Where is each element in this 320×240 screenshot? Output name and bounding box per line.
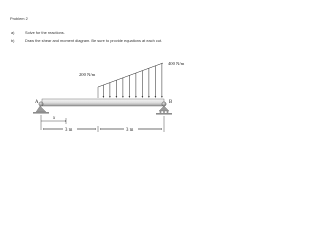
item-a-marker: a)	[11, 30, 15, 35]
item-b-text: Draw the shear and moment diagram. Be sure to provide equations at each cut.	[25, 38, 163, 43]
problem-title: Problem 2	[10, 16, 28, 21]
load-left-label: 200 N/m	[79, 72, 96, 77]
span-left-label: 3 m	[65, 128, 73, 133]
load-right-label: 400 N/m	[168, 61, 185, 66]
support-b-label: B	[169, 100, 173, 105]
distributed-load-arrows	[103, 63, 161, 97]
beam	[42, 99, 164, 106]
cut-x-label: x	[53, 116, 56, 121]
support-a-label: A	[35, 100, 39, 105]
span-right-label: 3 m	[126, 128, 134, 133]
span-dimension	[41, 115, 164, 132]
item-b-marker: b)	[11, 38, 15, 43]
item-a-text: Solve for the reactions.	[25, 30, 65, 35]
load-boundary-line	[98, 63, 163, 87]
